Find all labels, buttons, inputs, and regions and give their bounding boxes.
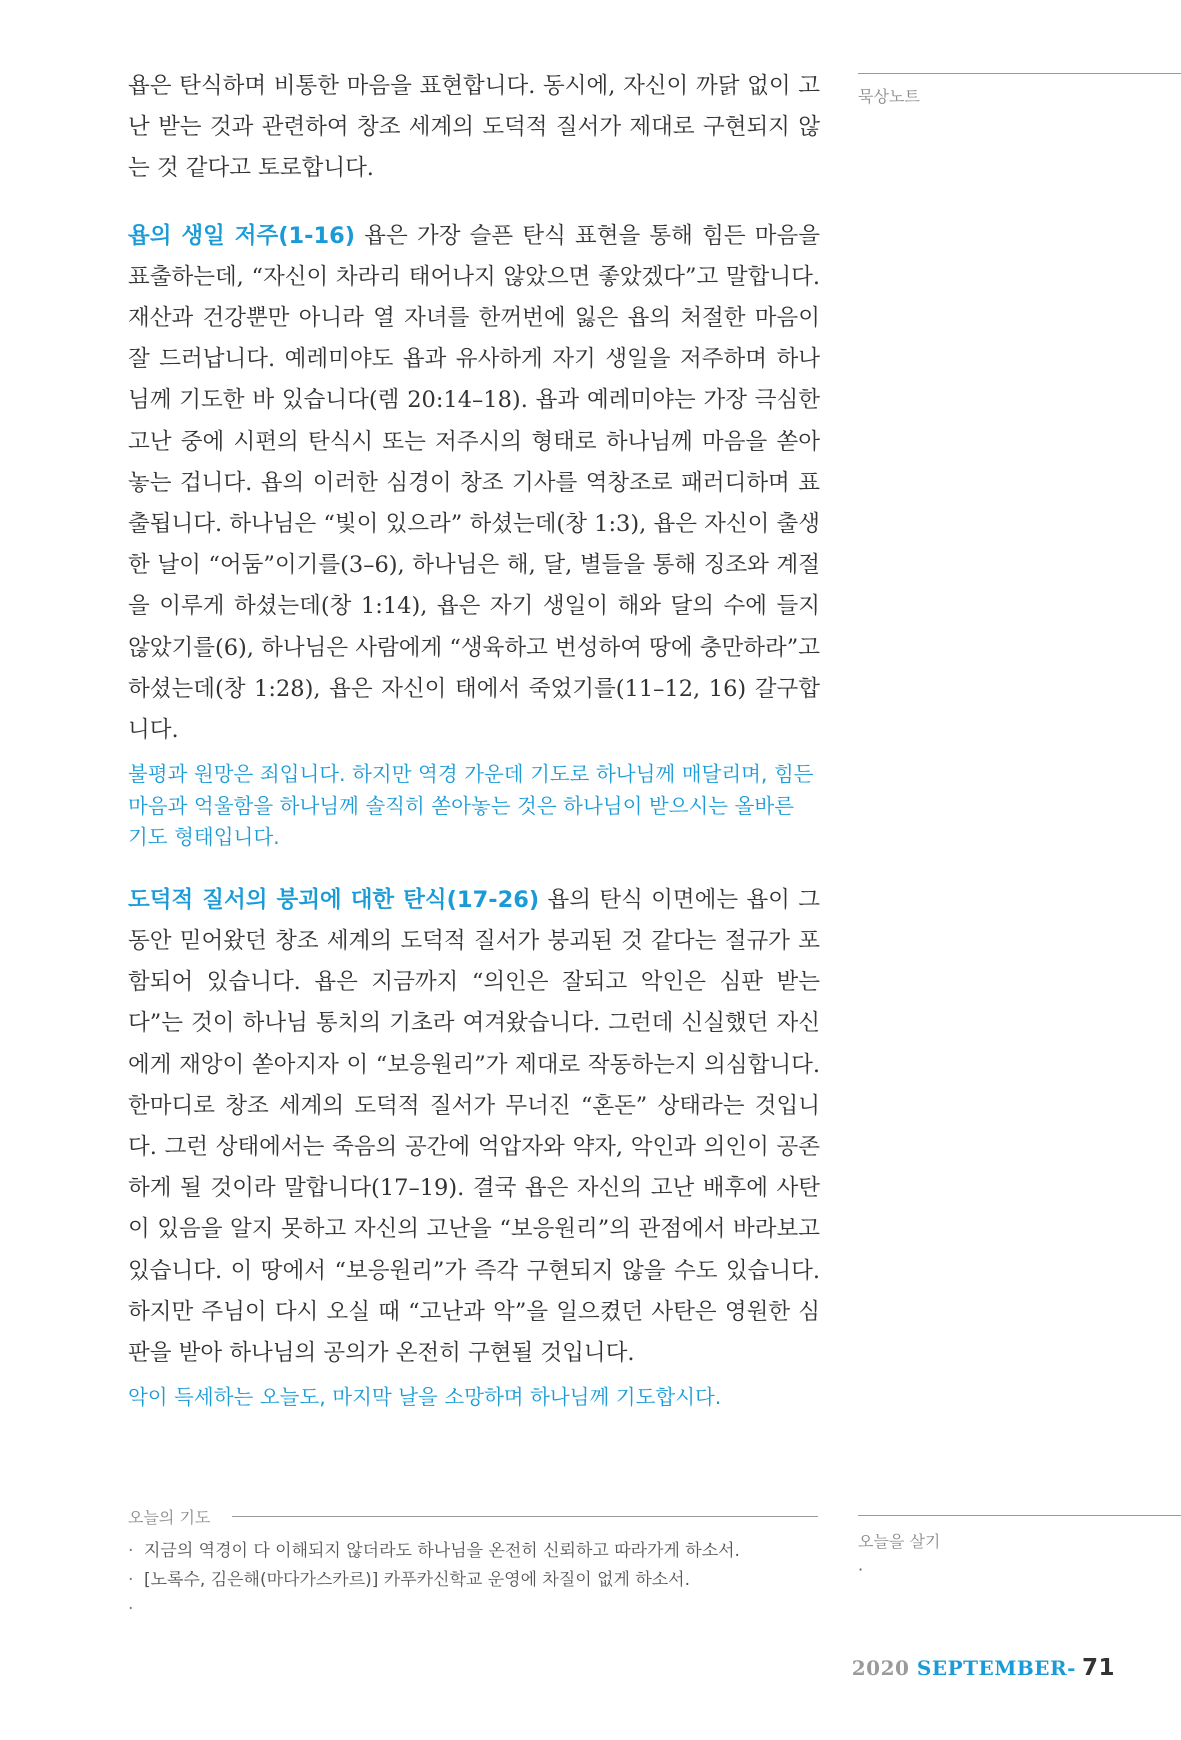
section-heading: 욥의 생일 저주(1-16) [128, 222, 356, 249]
footer-month: SEPTEMBER [916, 1656, 1068, 1680]
living-today-label: 오늘을 살기 [858, 1532, 941, 1551]
section-job-birthday-curse [128, 216, 820, 752]
application-note: 불평과 원망은 죄입니다. 하지만 역경 가운데 기도로 하나님께 매달리며, 힘든 마음과 억울함을 하나님께 솔직히 쏟아놓는 것은 하나님이 받으시는 올바른 기도 형태입니다. [128, 762, 814, 850]
intro-paragraph: 욥은 탄식하며 비통한 마음을 표현합니다. 동시에, 자신이 까닭 없이 고난 받는 것과 관련하여 창조 세계의 도덕적 질서가 제대로 구현되지 않는 것 같다고 토로합니다. [128, 73, 820, 182]
prayer-item: · 지금의 역경이 다 이해되지 않더라도 하나님을 온전히 신뢰하고 따라가게 하소서. [128, 1537, 828, 1566]
page-number: 71 [1081, 1655, 1115, 1681]
prayer-item [128, 1595, 828, 1624]
page-footer [852, 1655, 1115, 1681]
prayer-label: 오늘의 기도 [128, 1508, 211, 1527]
main-content [128, 66, 820, 1414]
footer-dash: - [1067, 1656, 1076, 1680]
sidebar-bottom-rule [858, 1515, 1181, 1516]
prayer-list [128, 1537, 828, 1624]
footer-year: 2020 [851, 1656, 910, 1680]
section-heading: 도덕적 질서의 붕괴에 대한 탄식(17-26) [128, 886, 540, 913]
section-body-text: 욥은 가장 슬픈 탄식 표현을 통해 힘든 마음을 표출하는데, “자신이 차라리 태어나지 않았으면 좋았겠다”고 말합니다. 재산과 건강뿐만 아니라 열 자녀를 한꺼번에 잃은 욥의 처절한 마음이 잘 드러납니다. 예레미야도 욥과 유사하게 자기 생일을 저주하며 하나님께 기도한 바 있습니다(렘 20:14–18). 욥과 예레미야는 가장 극심한 고난 중에 시편의 탄식시 또는 저주시의 형태로 하나님께 마음을 쏟아놓는 겁니다. 욥의 이러한 심경이 창조 기사를 역창조로 패러디하며 표출됩니다. 하나님은 “빛이 있으라” 하셨는데(창 1:3), 욥은 자신이 출생한 날이 “어둠”이기를(3–6), 하나님은 해, 달, 별들을 통해 징조와 계절을 이루게 하셨는데(창 1:14), 욥은 자기 생일이 해와 달의 수에 들지 않았기를(6), 하나님은 사람에게 “생육하고 번성하여 땅에 충만하라”고 하셨는데(창 1:28), 욥은 자신이 태에서 죽었기를(11–12, 16) 갈구합니다. [128, 222, 821, 744]
prayer-item: · [노록수, 김은해(마다가스카르)] 카푸카신학교 운영에 차질이 없게 하소서. [128, 1566, 828, 1595]
meditation-note-label: 묵상노트 [858, 87, 920, 106]
section-moral-order-lament [128, 880, 820, 1374]
section-body-text: 욥의 탄식 이면에는 욥이 그동안 믿어왔던 창조 세계의 도덕적 질서가 붕괴된 것 같다는 절규가 포함되어 있습니다. 욥은 지금까지 “의인은 잘되고 악인은 심판 받는다”는 것이 하나님 통치의 기초라 여겨왔습니다. 그런데 신실했던 자신에게 재앙이 쏟아지자 이 “보응원리”가 제대로 작동하는지 의심합니다. 한마디로 창조 세계의 도덕적 질서가 무너진 “혼돈” 상태라는 것입니다. 그런 상태에서는 죽음의 공간에 억압자와 약자, 악인과 의인이 공존하게 될 것이라 말합니다(17–19). 결국 욥은 자신의 고난 배후에 사탄이 있음을 알지 못하고 자신의 고난을 “보응원리”의 관점에서 바라보고 있습니다. 이 땅에서 “보응원리”가 즉각 구현되지 않을 수도 있습니다. 하지만 주님이 다시 오실 때 “고난과 악”을 일으켰던 사탄은 영원한 심판을 받아 하나님의 공의가 온전히 구현될 것입니다. [128, 886, 820, 1366]
prayer-rule [232, 1516, 818, 1517]
sidebar-top-rule [858, 73, 1181, 74]
application-note: 악이 득세하는 오늘도, 마지막 날을 소망하며 하나님께 기도합시다. [128, 1385, 722, 1410]
living-today-bullet: · [858, 1560, 864, 1579]
